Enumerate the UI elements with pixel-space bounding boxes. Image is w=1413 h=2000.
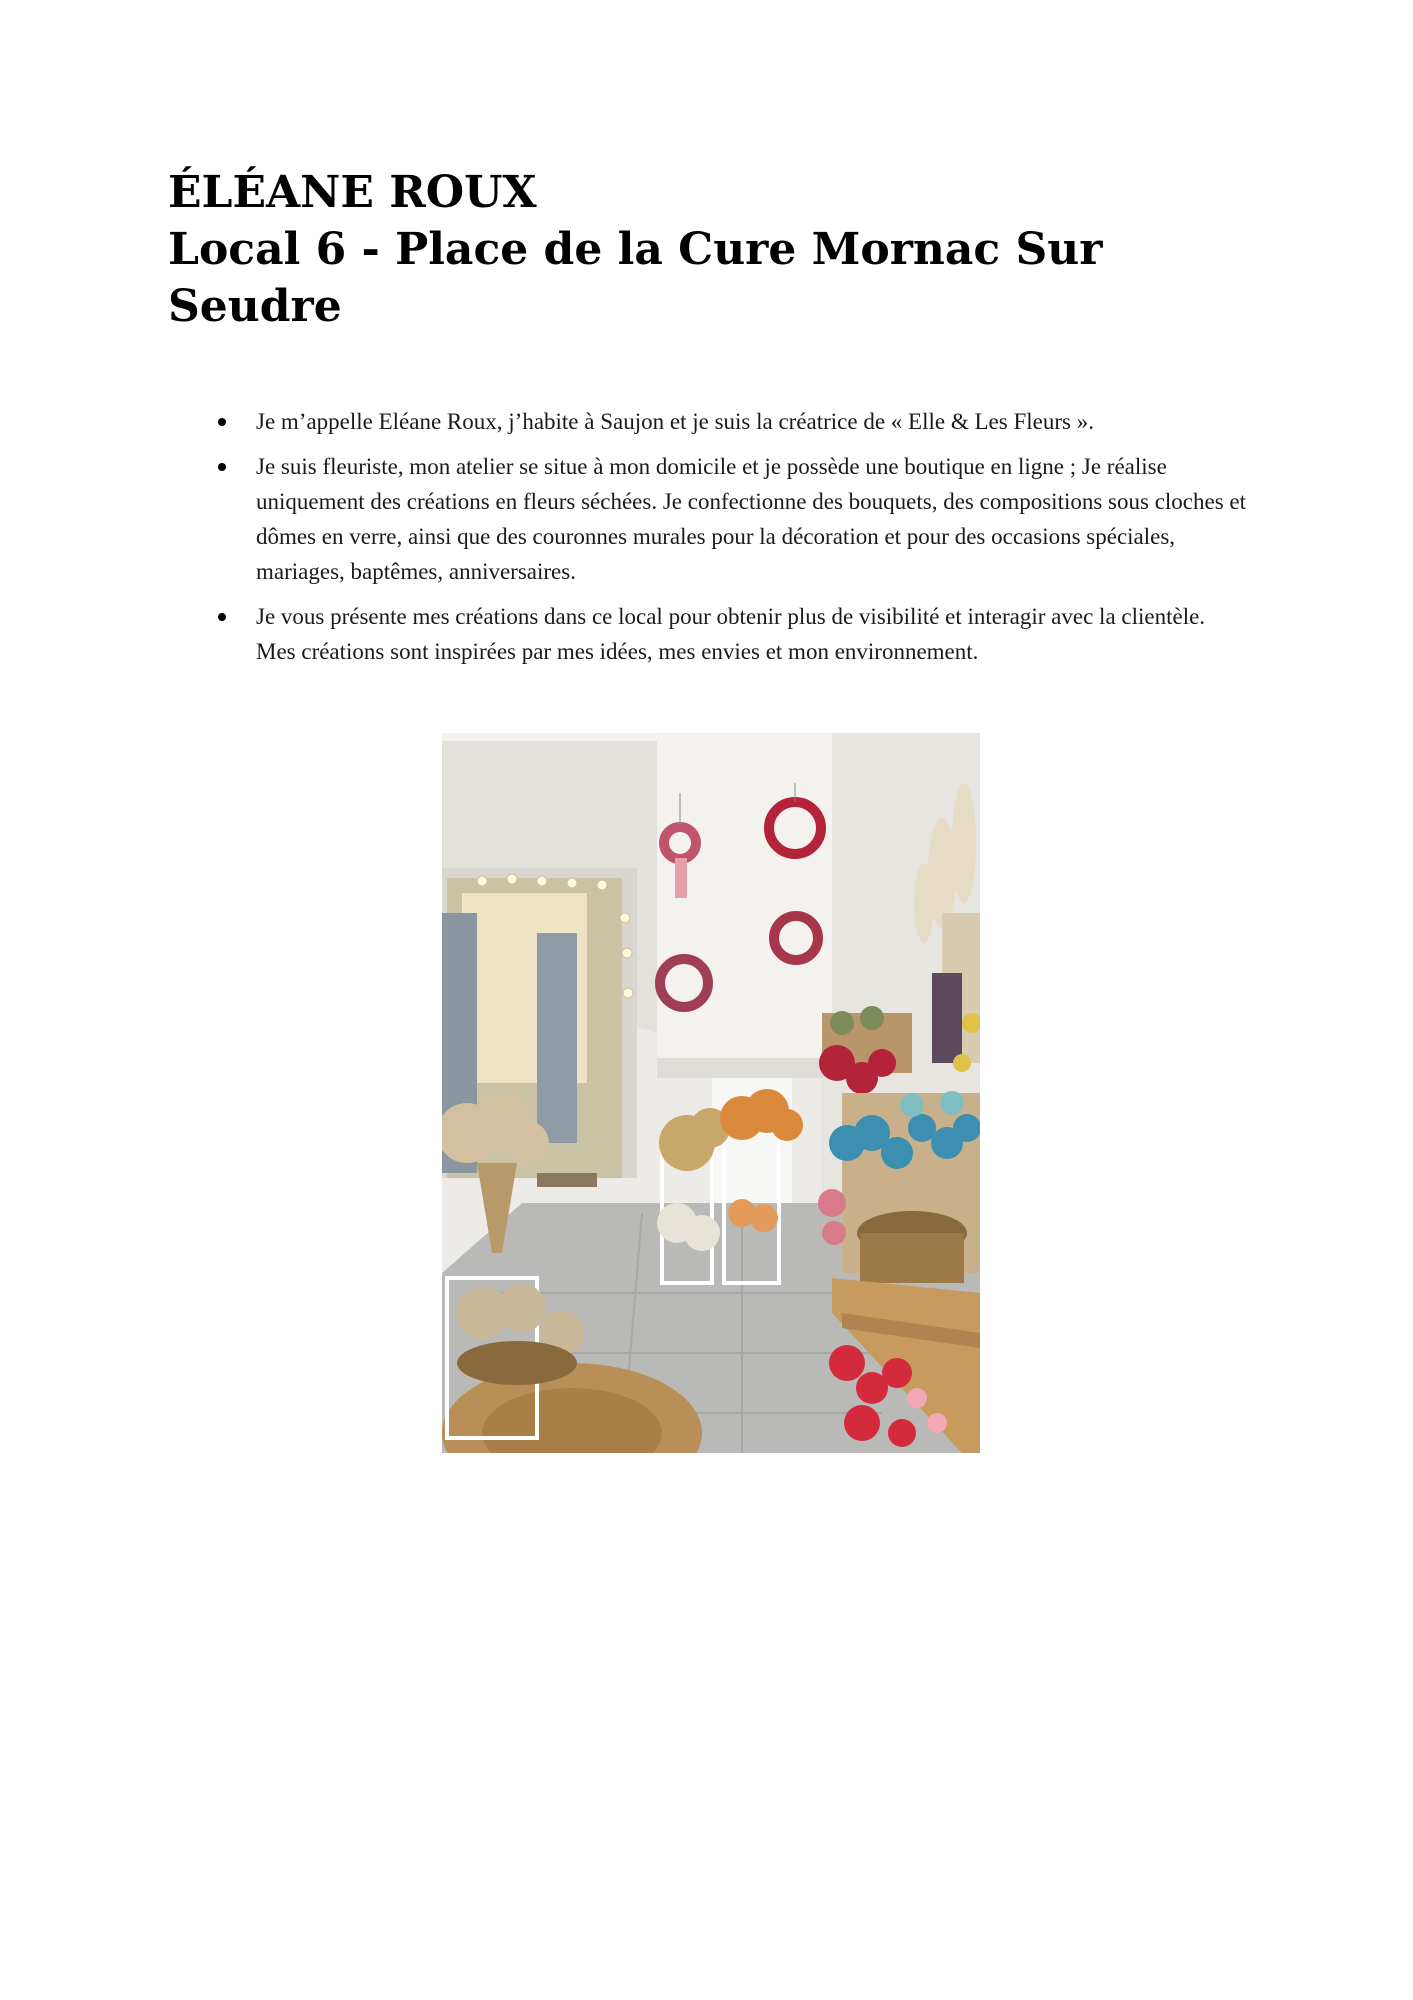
- bullet-icon: [218, 463, 226, 471]
- bullet-icon: [218, 613, 226, 621]
- bullet-item: [208, 449, 1248, 589]
- bullet-icon: [218, 418, 226, 426]
- title-location-cont: Seudre: [168, 281, 342, 332]
- shop-interior-photo: [442, 733, 980, 1453]
- bullet-list: [208, 404, 1248, 679]
- bullet-text: Je m’appelle Eléane Roux, j’habite à Saujon et je suis la créatrice de « Elle & Les Fleurs ».: [256, 409, 1094, 434]
- title-location: Local 6 - Place de la Cure Mornac Sur: [168, 224, 1103, 275]
- title-name: ÉLÉANE ROUX: [168, 167, 537, 218]
- bullet-item: [208, 404, 1248, 439]
- page-title: [168, 164, 1288, 335]
- bullet-text: Je suis fleuriste, mon atelier se situe à mon domicile et je possède une boutique en ligne ; Je réalise uniquement des créations en fleurs séchées. Je confectionne des bouquets, des compositions sous cloches et dômes en verre, ainsi que des couronnes murales pour la décoration et pour des occasions spéciales, mariages, baptêmes, anniversaires.: [256, 454, 1247, 584]
- bullet-text: Je vous présente mes créations dans ce local pour obtenir plus de visibilité et interagir avec la clientèle. Mes créations sont inspirées par mes idées, mes envies et mon environnement.: [256, 604, 1206, 664]
- bullet-item: [208, 599, 1248, 669]
